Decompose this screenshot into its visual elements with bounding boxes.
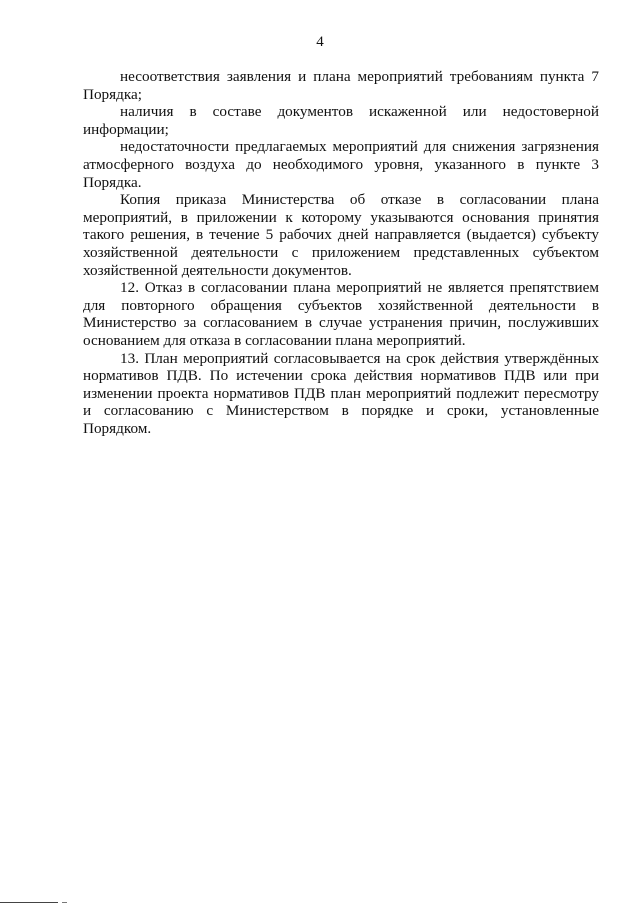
paragraph-false-information: наличия в составе документов искаженной или недостоверной информации; <box>83 103 599 138</box>
scan-edge-line <box>0 902 58 903</box>
scan-edge-mark <box>62 902 67 903</box>
paragraph-insufficient-measures: недостаточности предлагаемых мероприятий для снижения загрязнения атмосферного воздуха до необходимого уровня, указанного в пункте 3 Порядка. <box>83 138 599 191</box>
paragraph-item-13: 13. План мероприятий согласовывается на срок действия утверждённых нормативов ПДВ. По истечении срока действия нормативов ПДВ или при изменении проекта нормативов ПДВ план мероприятий подлежит пересмотру и согласованию с Министерством в порядке и сроки, установленные Порядком. <box>83 349 599 437</box>
paragraph-refusal-copy: Копия приказа Министерства об отказе в согласовании плана мероприятий, в приложении к которому указываются основания принятия такого решения, в течение 5 рабочих дней направляется (выдается) субъекту хозяйственной деятельности с приложением представленных субъектом хозяйственной деятельности документов. <box>83 191 599 279</box>
page-number: 4 <box>316 34 324 50</box>
paragraph-inconsistency: несоответствия заявления и плана мероприятий требованиям пункта 7 Порядка; <box>83 68 599 103</box>
paragraph-item-12: 12. Отказ в согласовании плана мероприятий не является препятствием для повторного обращения субъектов хозяйственной деятельности в Министерство за согласованием в случае устранения причин, послуживших основанием для отказа в согласовании плана мероприятий. <box>83 279 599 349</box>
document-body <box>83 68 599 437</box>
